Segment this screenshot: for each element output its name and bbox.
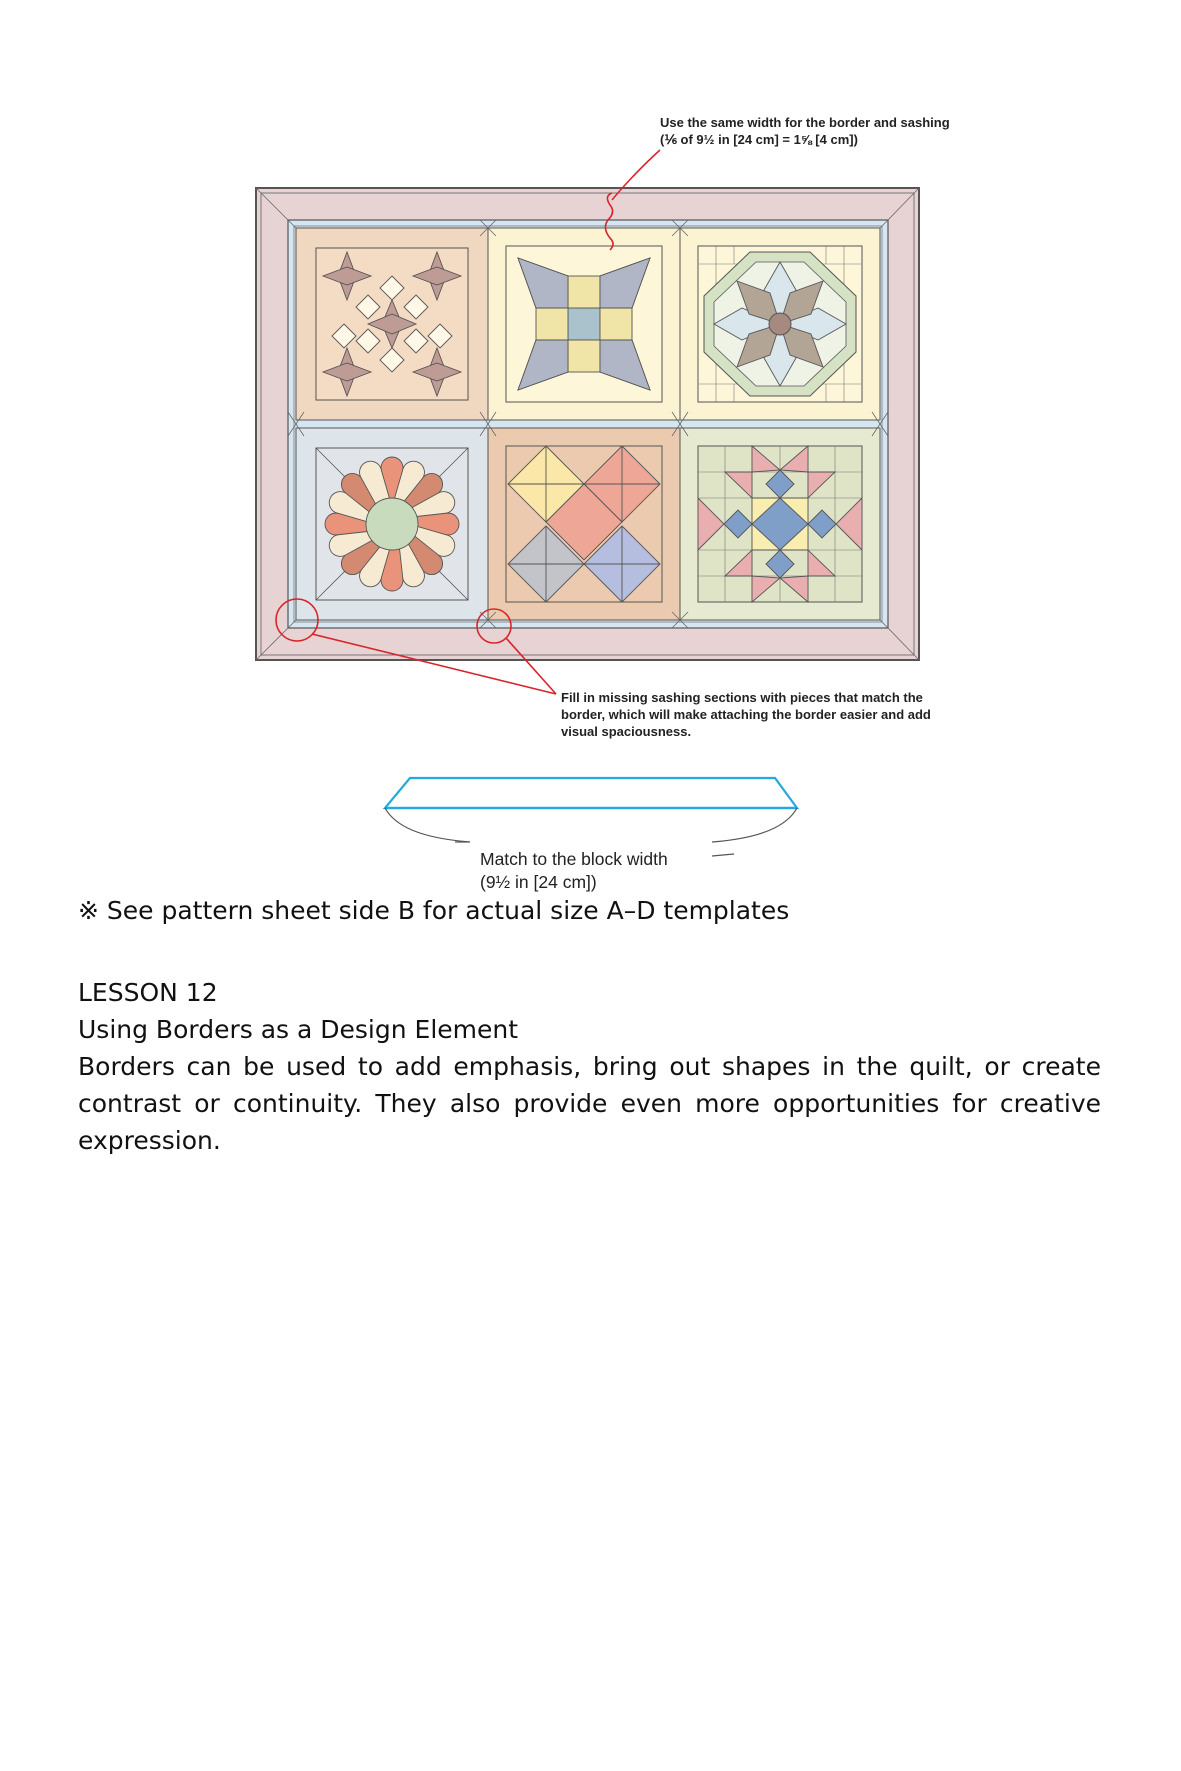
template-piece [385,778,797,856]
template-label-line2: (9½ in [24 cm]) [480,872,597,892]
lesson-title: Using Borders as a Design Element [78,1015,519,1044]
annotation-missing-sashing: Fill in missing sashing sections with pieces that match the border, which will make attaching the border easier and add visual spaciousness. [561,690,931,739]
lesson-section [78,974,1101,1159]
lesson-body: Borders can be used to add emphasis, bring out shapes in the quilt, or create contrast or continuity. They also provide even more opportunities for creative expression. [78,1052,1101,1155]
quilt-block-6 [680,428,880,620]
quilt-block-1 [296,228,488,420]
quilt-block-5 [488,428,680,620]
annotation-border-width: Use the same width for the border and sashing (⅙ of 9½ in [24 cm] = 1⅝ [4 cm]) [660,115,950,147]
quilt-block-4 [296,428,488,620]
quilt-block-3 [680,228,880,420]
lesson-number: LESSON 12 [78,978,218,1007]
quilt-block-2 [488,228,680,420]
pattern-sheet-note: ※ See pattern sheet side B for actual size A–D templates [78,896,790,925]
template-label-line1: Match to the block width [480,849,668,869]
template-label [480,848,668,894]
